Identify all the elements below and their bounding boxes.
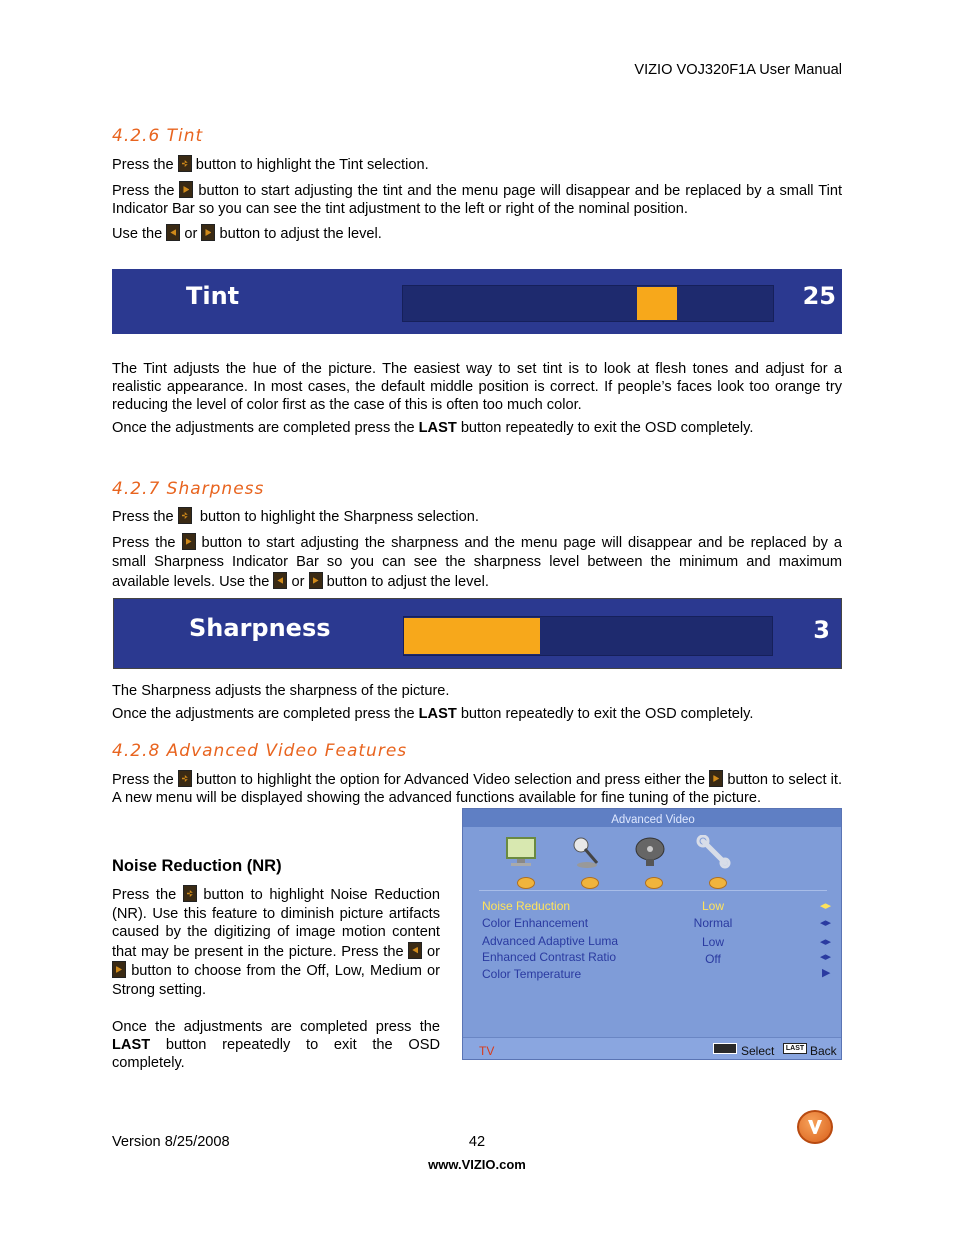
left-button-icon [166, 224, 180, 241]
osd-title: Advanced Video [611, 814, 695, 826]
osd-source-label: TV [479, 1044, 495, 1058]
sharpness-paragraph-3: The Sharpness adjusts the sharpness of the picture. [112, 683, 450, 699]
text: button to highlight the Tint selection. [195, 157, 429, 173]
text: button to select it. A new menu will be displayed showing the advanced functions available for fine tuning of the picture. [112, 772, 842, 806]
osd-row-color-enhancement[interactable]: Color Enhancement [482, 916, 589, 930]
text: Once the adjustments are completed press the [112, 706, 415, 722]
up-down-button-icon [178, 155, 192, 172]
picture-monitor-icon [503, 835, 541, 869]
right-button-icon [112, 961, 126, 978]
left-right-arrow-icon: ◂▸ [820, 951, 832, 963]
tint-indicator-bar [112, 269, 842, 334]
up-down-button-icon [178, 507, 192, 524]
text: Press the [112, 887, 177, 903]
last-key-text: LAST [112, 1037, 151, 1053]
section-heading-tint: 4.2.6 Tint [112, 126, 204, 146]
tint-paragraph-4: The Tint adjusts the hue of the picture. The easiest way to set tint is to look at flesh tones and adjust for a realistic appearance. In most cases, the default middle position is correct. If people’s faces look too orange try reducing the level of color first as the case of this is often too much color. [112, 361, 842, 413]
text: Use the [112, 226, 163, 242]
osd-select-label: Select [741, 1044, 775, 1058]
text: button to adjust the level. [326, 574, 489, 590]
last-key-text: LAST [418, 420, 457, 436]
tint-paragraph-5 [112, 419, 842, 437]
right-button-icon [182, 533, 196, 550]
sharpness-paragraph-1 [112, 507, 842, 526]
menu-tab-dot [645, 877, 663, 889]
text: button to highlight the option for Advanced Video selection and press either the [195, 772, 706, 788]
text: or [184, 226, 198, 242]
right-button-icon [709, 770, 723, 787]
sharpness-paragraph-4 [112, 705, 842, 723]
text: button to highlight the Sharpness selection. [199, 509, 479, 525]
noise-reduction-paragraph-2 [112, 1018, 440, 1072]
osd-nav-keys-icon [713, 1043, 737, 1054]
last-key-text: LAST [418, 706, 457, 722]
up-down-button-icon [178, 770, 192, 787]
text: button to start adjusting the sharpness and the menu page will disappear and be replaced by a small Sharpness Indicator Bar so you can see the sharpness level between the minimum and maximum available levels. Use the [112, 535, 842, 590]
sharpness-bar-label: Sharpness [189, 614, 331, 642]
osd-row-color-temperature[interactable]: Color Temperature [482, 967, 582, 981]
osd-back-label: Back [810, 1044, 837, 1058]
satellite-dish-icon [631, 835, 669, 869]
text: button to highlight Noise Reduction (NR). Use this feature to diminish picture artifacts caused by the digitizing of image motion content that may be present in the picture. Press the [112, 887, 440, 960]
section-heading-sharpness: 4.2.7 Sharpness [112, 479, 265, 499]
sharpness-bar-track [403, 616, 773, 656]
text: button repeatedly to exit the OSD completely. [112, 1037, 440, 1071]
text: Press the [112, 535, 176, 551]
osd-last-key-icon: LAST [783, 1043, 807, 1054]
osd-row-noise-reduction[interactable]: Noise Reduction [482, 899, 571, 913]
sharpness-bar-value: 3 [813, 616, 830, 644]
audio-microphone-icon [567, 835, 605, 869]
osd-row-enhanced-contrast-ratio[interactable]: Enhanced Contrast Ratio [482, 950, 617, 964]
text: or [427, 943, 440, 960]
sharpness-bar-fill [404, 618, 540, 654]
left-right-arrow-icon: ◂▸ [820, 900, 832, 912]
up-down-button-icon [183, 885, 197, 902]
left-button-icon [408, 942, 422, 959]
text: Once the adjustments are completed press the [112, 1019, 440, 1035]
left-button-icon [273, 572, 287, 589]
osd-value-color-enhancement: Normal [693, 916, 733, 930]
noise-reduction-paragraph-1 [112, 885, 440, 999]
text: Once the adjustments are completed press the [112, 420, 415, 436]
tint-paragraph-1 [112, 155, 842, 174]
right-button-icon [179, 181, 193, 198]
text: button repeatedly to exit the OSD completely. [460, 706, 754, 722]
osd-value-noise-reduction: Low [701, 899, 724, 913]
text: Press the [112, 509, 174, 525]
text: or [291, 574, 305, 590]
tint-bar-label: Tint [186, 282, 240, 310]
osd-value-advanced-adaptive-luma: Low [701, 935, 724, 949]
footer-page-number: 42 [468, 1134, 486, 1150]
advanced-paragraph-1 [112, 770, 842, 807]
osd-footer [463, 1037, 842, 1059]
tint-bar-value: 25 [802, 282, 836, 310]
left-right-arrow-icon: ◂▸ [820, 936, 832, 948]
left-right-arrow-icon: ◂▸ [820, 917, 832, 929]
right-arrow-icon: ▶ [822, 967, 831, 979]
advanced-video-osd [462, 808, 842, 1060]
noise-reduction-heading: Noise Reduction (NR) [112, 857, 282, 875]
footer-website: www.VIZIO.com [428, 1157, 526, 1172]
menu-tab-dot [709, 877, 727, 889]
tint-bar-marker [637, 287, 677, 320]
right-button-icon [201, 224, 215, 241]
text: button to choose from the Off, Low, Medium or Strong setting. [112, 963, 441, 998]
manual-title: VIZIO VOJ320F1A User Manual [634, 62, 842, 78]
right-button-icon [309, 572, 323, 589]
text: Press the [112, 183, 175, 199]
wrench-settings-icon [695, 835, 733, 869]
osd-value-enhanced-contrast-ratio: Off [705, 952, 721, 966]
text: Press the [112, 772, 174, 788]
sharpness-paragraph-2 [112, 533, 842, 592]
osd-divider [479, 890, 827, 891]
text: button to start adjusting the tint and the menu page will disappear and be replaced by a small Tint Indicator Bar so you can see the tint adjustment to the left or right of the nominal position. [112, 183, 842, 217]
text: button repeatedly to exit the OSD completely. [460, 420, 754, 436]
sharpness-indicator-bar [113, 598, 842, 669]
text: Press the [112, 157, 174, 173]
osd-row-advanced-adaptive-luma[interactable]: Advanced Adaptive Luma [482, 934, 619, 948]
vizio-logo-icon [797, 1110, 833, 1144]
menu-tab-dot [517, 877, 535, 889]
footer-version: Version 8/25/2008 [112, 1134, 230, 1150]
text: button to adjust the level. [219, 226, 382, 242]
section-heading-advanced-video: 4.2.8 Advanced Video Features [112, 741, 408, 761]
tint-bar-track [402, 285, 774, 322]
tint-paragraph-3 [112, 224, 842, 243]
menu-tab-dot [581, 877, 599, 889]
tint-paragraph-2 [112, 181, 842, 218]
